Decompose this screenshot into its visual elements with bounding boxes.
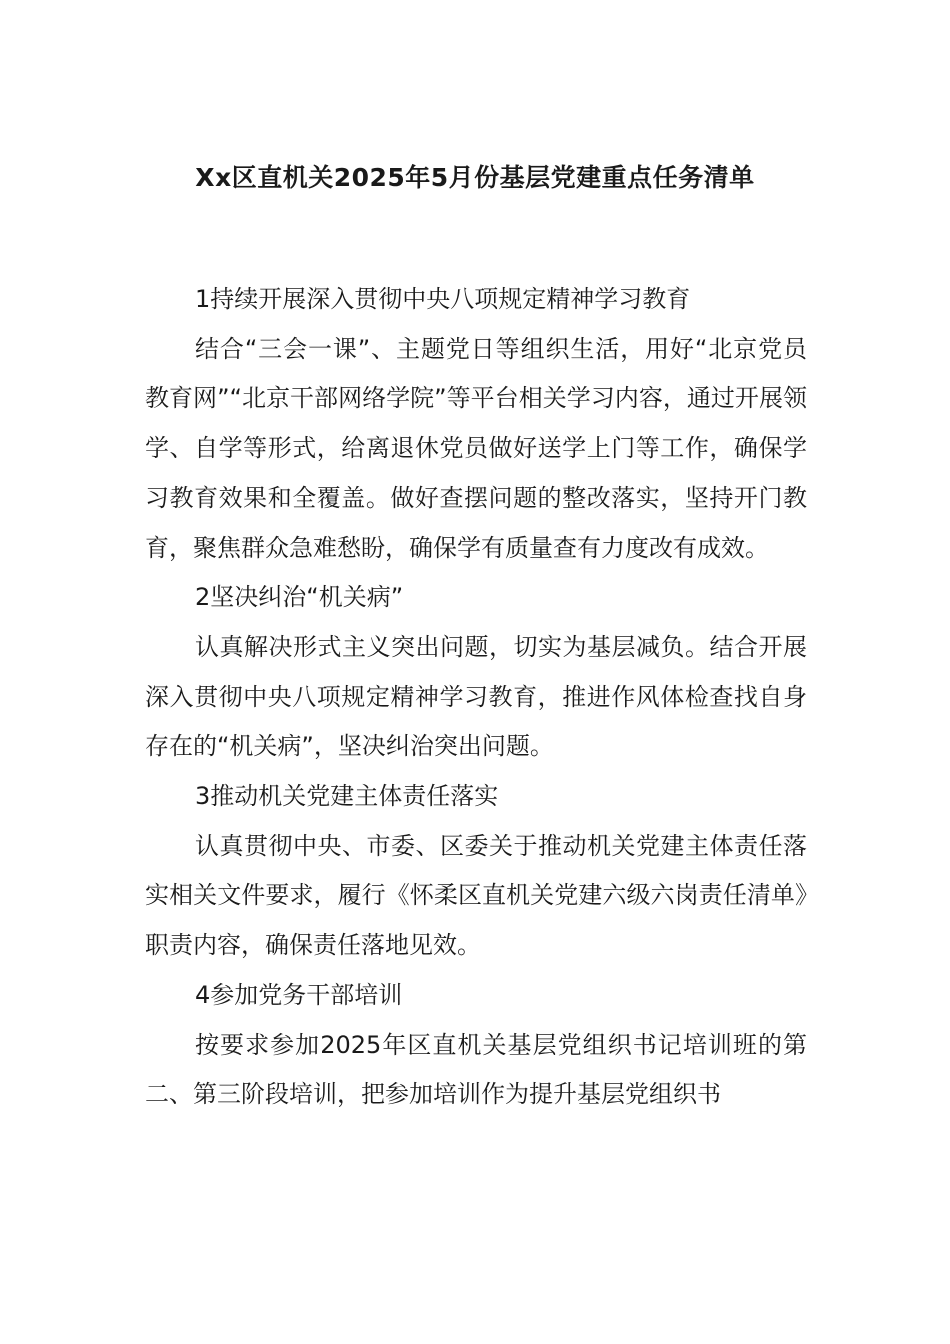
section-body-2: 认真解决形式主义突出问题，切实为基层减负。结合开展深入贯彻中央八项规定精神学习教育，推进作风体检查找自身存在的“机关病”，坚决纠治突出问题。 (145, 632, 807, 761)
section-heading-4: 4参加党务干部培训 (195, 980, 403, 1009)
document-body (145, 275, 807, 1120)
section-body-3: 认真贯彻中央、市委、区委关于推动机关党建主体责任落实相关文件要求，履行《怀柔区直机关党建六级六岗责任清单》职责内容，确保责任落地见效。 (145, 831, 807, 960)
section-body-1: 结合“三会一课”、主题党日等组织生活，用好“北京党员教育网”“北京干部网络学院”等平台相关学习内容，通过开展领学、自学等形式，给离退休党员做好送学上门等工作，确保学习教育效果和全覆盖。做好查摆问题的整改落实，坚持开门教育，聚焦群众急难愁盼，确保学有质量查有力度改有成效。 (145, 334, 807, 562)
section-body-4: 按要求参加2025年区直机关基层党组织书记培训班的第二、第三阶段培训，把参加培训作为提升基层党组织书 (145, 1030, 807, 1109)
section-heading-3: 3推动机关党建主体责任落实 (195, 782, 499, 811)
document-title: Xx区直机关2025年5月份基层党建重点任务清单 (195, 163, 755, 192)
section-heading-2: 2坚决纠治“机关病” (195, 583, 404, 612)
section-heading-1: 1持续开展深入贯彻中央八项规定精神学习教育 (195, 285, 691, 313)
